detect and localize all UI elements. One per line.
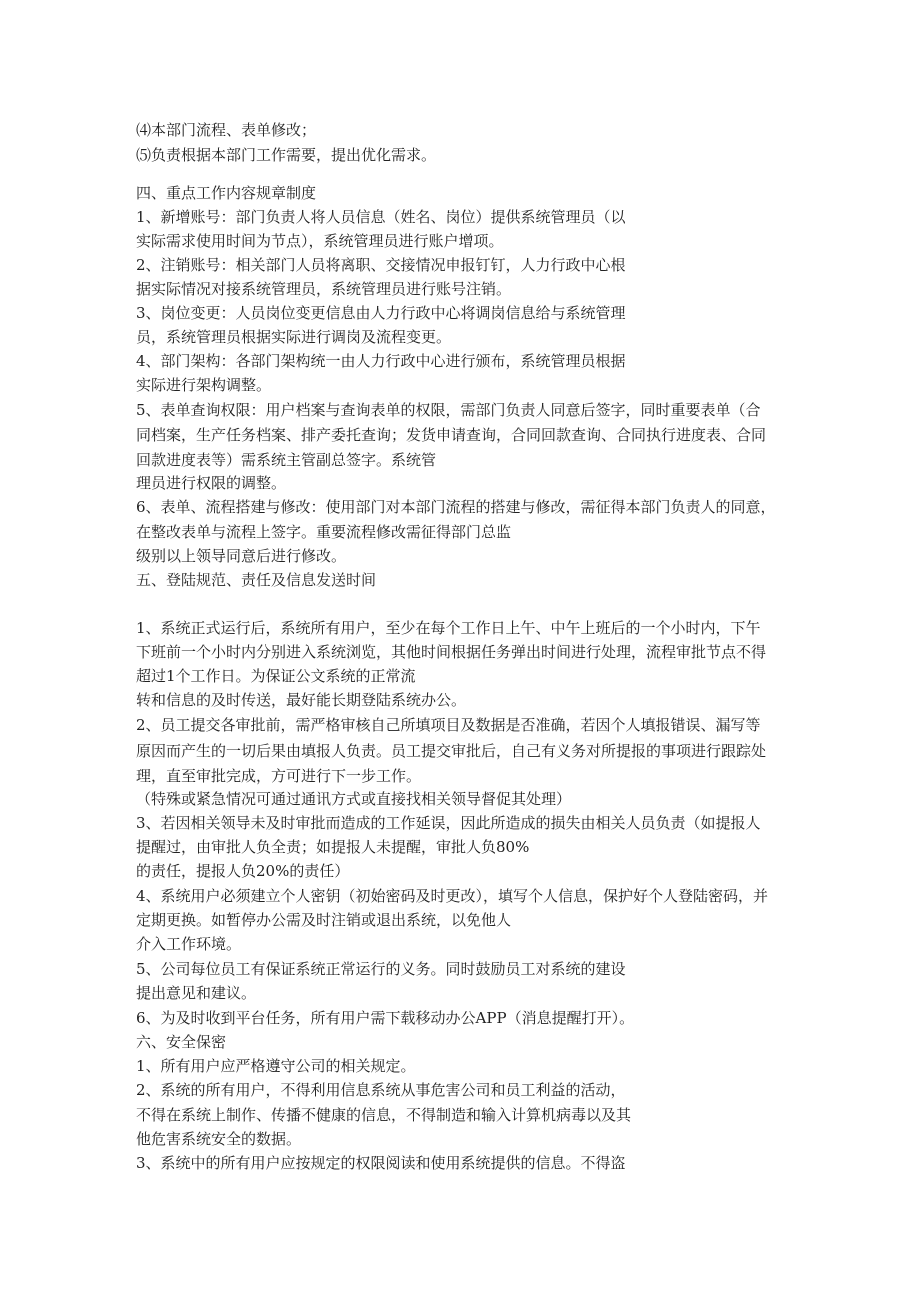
text-line: 5、公司每位员工有保证系统正常运行的义务。同时鼓励员工对系统的建设 [136, 960, 626, 978]
text-line: 员，系统管理员根据实际进行调岗及流程变更。 [136, 328, 452, 346]
text-line: 定期更换。如暂停办公需及时注销或退出系统，以免他人 [136, 911, 512, 929]
text-line: 理员进行权限的调整。 [136, 474, 287, 492]
text-line: 理，直至审批完成，方可进行下一步工作。 [136, 767, 422, 785]
text-line: 介入工作环境。 [136, 935, 242, 953]
text-line: 的责任，提报人负20%的责任） [136, 862, 350, 880]
text-line: 不得在系统上制作、传播不健康的信息，不得制造和输入计算机病毒以及其 [136, 1106, 632, 1124]
text-line: 6、表单、流程搭建与修改：使用部门对本部门流程的搭建与修改，需征得本部门负责人的同意， [136, 498, 776, 516]
text-line: 转和信息的及时传送，最好能长期登陆系统办公。 [136, 691, 467, 709]
text-line: 2、系统的所有用户，不得利用信息系统从事危害公司和员工利益的活动， [136, 1081, 626, 1099]
text-line: 5、表单查询权限：用户档案与查询表单的权限，需部门负责人同意后签字，同时重要表单（合 [136, 401, 761, 419]
text-line: 回款进度表等）需系统主管副总签字。系统管 [136, 451, 437, 469]
text-line: 2、员工提交各审批前，需严格审核自己所填项目及数据是否准确，若因个人填报错误、漏写等 [136, 716, 761, 734]
text-line: 他危害系统安全的数据。 [136, 1130, 302, 1148]
text-line: 1、新增账号：部门负责人将人员信息（姓名、岗位）提供系统管理员（以 [136, 208, 626, 226]
text-line: 实际需求使用时间为节点），系统管理员进行账户增项。 [136, 232, 504, 250]
text-line: 实际进行架构调整。 [136, 376, 272, 394]
text-line: ⑷本部门流程、表单修改； [136, 121, 317, 139]
text-line: 3、系统中的所有用户应按规定的权限阅读和使用系统提供的信息。不得盗 [136, 1154, 626, 1172]
section-heading: 五、登陆规范、责任及信息发送时间 [136, 571, 377, 589]
text-line: ⑸负责根据本部门工作需要，提出优化需求。 [136, 146, 437, 164]
text-line: （特殊或紧急情况可通过通讯方式或直接找相关领导督促其处理） [136, 790, 572, 808]
text-line: 1、系统正式运行后，系统所有用户，至少在每个工作日上午、中午上班后的一个小时内，下午 [136, 619, 761, 637]
text-line: 在整改表单与流程上签字。重要流程修改需征得部门总监 [136, 523, 512, 541]
text-line: 同档案，生产任务档案、排产委托查询；发货申请查询，合同回款查询、合同执行进度表、合同 [136, 426, 767, 444]
text-line: 3、若因相关领导未及时审批而造成的工作延误，因此所造成的损失由相关人员负责（如提报人 [136, 814, 761, 832]
section-heading: 六、安全保密 [136, 1033, 227, 1051]
text-line: 4、部门架构：各部门架构统一由人力行政中心进行颁布，系统管理员根据 [136, 352, 626, 370]
section-heading: 四、重点工作内容规章制度 [136, 184, 317, 202]
text-line: 1、所有用户应严格遵守公司的相关规定。 [136, 1057, 416, 1075]
text-line: 6、为及时收到平台任务，所有用户需下载移动办公APP（消息提醒打开）。 [136, 1009, 635, 1027]
text-line: 2、注销账号：相关部门人员将离职、交接情况申报钉钉，人力行政中心根 [136, 256, 626, 274]
text-line: 提醒过，由审批人负全责；如提报人未提醒，审批人负80% [136, 838, 530, 856]
text-line: 超过1个工作日。为保证公文系统的正常流 [136, 667, 416, 685]
text-line: 原因而产生的一切后果由填报人负责。员工提交审批后，自己有义务对所提报的事项进行跟踪处 [136, 742, 767, 760]
text-line: 下班前一个小时内分别进入系统浏览，其他时间根据任务弹出时间进行处理，流程审批节点不得 [136, 643, 767, 661]
text-line: 据实际情况对接系统管理员，系统管理员进行账号注销。 [136, 280, 512, 298]
text-line: 3、岗位变更：人员岗位变更信息由人力行政中心将调岗信息给与系统管理 [136, 304, 626, 322]
text-line: 提出意见和建议。 [136, 984, 257, 1002]
text-line: 4、系统用户必须建立个人密钥（初始密码及时更改），填写个人信息，保护好个人登陆密码，并 [136, 887, 769, 905]
text-line: 级别以上领导同意后进行修改。 [136, 547, 347, 565]
